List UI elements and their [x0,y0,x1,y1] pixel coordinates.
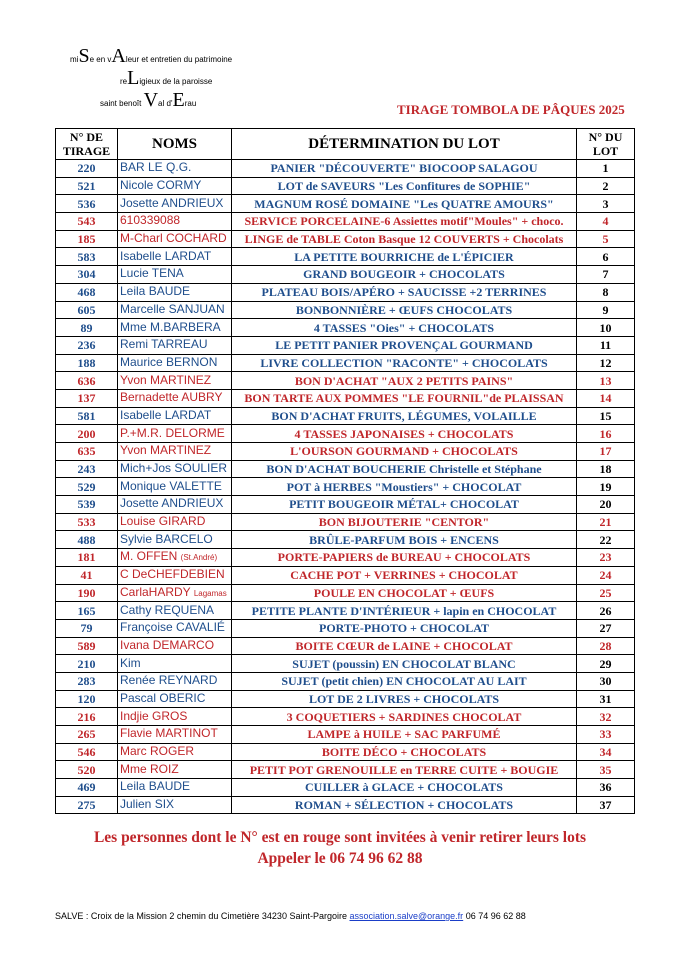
cell-determination: 3 COQUETIERS + SARDINES CHOCOLAT [232,708,577,726]
cell-lot: 2 [577,177,635,195]
nom-text: Ivana DEMARCO [120,637,215,652]
nom-text: BAR LE Q.G. [120,160,192,175]
page-title: TIRAGE TOMBOLA DE PÂQUES 2025 [397,102,625,117]
table-row [56,301,635,319]
cell-determination: BONBONNIÈRE + ŒUFS CHOCOLATS [232,301,577,319]
cell-nom [118,160,232,178]
logo-text: leur et entretien du patrimoine [125,55,233,64]
nom-text: 610339088 [120,213,181,228]
header-noms: NOMS [118,129,232,160]
table-row [56,443,635,461]
nom-text: Louise GIRARD [120,514,206,529]
logo-text: re [120,77,128,86]
cell-tirage: 546 [56,743,118,761]
cell-tirage: 79 [56,619,118,637]
nom-text: C DeCHEFDEBIEN [120,567,225,582]
cell-nom [118,177,232,195]
cell-determination: ROMAN + SÉLECTION + CHOCOLATS [232,796,577,814]
logo-line-1 [70,46,232,66]
table-row [56,761,635,779]
header-tirage: N° DE TIRAGE [56,129,118,160]
cell-lot: 32 [577,708,635,726]
cell-tirage: 216 [56,708,118,726]
cell-lot: 7 [577,266,635,284]
nom-text: Flavie MARTINOT [120,726,218,741]
nom-extra: Lagamas [193,588,227,598]
nom-text: M. OFFEN [120,549,178,564]
cell-nom [118,584,232,602]
cell-determination: GRAND BOUGEOIR + CHOCOLATS [232,266,577,284]
cell-tirage: 220 [56,160,118,178]
cell-nom [118,513,232,531]
nom-text: Kim [120,655,141,670]
cell-nom [118,460,232,478]
cell-nom [118,796,232,814]
nom-text: M-Charl COCHARD [120,231,227,246]
nom-text: Remi TARREAU [120,337,208,352]
cell-lot: 13 [577,372,635,390]
cell-nom [118,655,232,673]
cell-lot: 22 [577,531,635,549]
header-lot: N° DU LOT [577,129,635,160]
cell-nom [118,443,232,461]
cell-tirage: 529 [56,478,118,496]
table-row [56,513,635,531]
cell-lot: 27 [577,619,635,637]
cell-tirage: 165 [56,602,118,620]
cell-lot: 19 [577,478,635,496]
cell-lot: 9 [577,301,635,319]
table-row [56,195,635,213]
cell-determination: SERVICE PORCELAINE-6 Assiettes motif"Moules" + choco. [232,213,577,231]
cell-determination: BRÛLE-PARFUM BOIS + ENCENS [232,531,577,549]
table-row [56,372,635,390]
cell-lot: 24 [577,566,635,584]
cell-tirage: 488 [56,531,118,549]
cell-tirage: 533 [56,513,118,531]
cell-determination: BON TARTE AUX POMMES "LE FOURNIL"de PLAISSAN [232,389,577,407]
cell-tirage: 520 [56,761,118,779]
cell-nom [118,690,232,708]
logo-text: mi [70,55,79,64]
cell-nom [118,566,232,584]
cell-determination: BOITE CŒUR de LAINE + CHOCOLAT [232,637,577,655]
cell-tirage: 581 [56,407,118,425]
cell-nom [118,743,232,761]
cell-tirage: 210 [56,655,118,673]
cell-tirage: 120 [56,690,118,708]
cell-tirage: 469 [56,779,118,797]
table-row [56,407,635,425]
table-header-row [56,129,635,160]
cell-lot: 8 [577,283,635,301]
cell-lot: 28 [577,637,635,655]
logo-letter: V [143,89,159,111]
cell-lot: 33 [577,726,635,744]
cell-tirage: 41 [56,566,118,584]
cell-determination: LOT de SAVEURS "Les Confitures de SOPHIE" [232,177,577,195]
cell-tirage: 589 [56,637,118,655]
cell-nom [118,319,232,337]
cell-tirage: 137 [56,389,118,407]
nom-text: Marc ROGER [120,744,195,759]
logo-letter: S [78,45,90,67]
cell-determination: PORTE-PAPIERS de BUREAU + CHOCOLATS [232,549,577,567]
table-row [56,743,635,761]
cell-determination: LA PETITE BOURRICHE de L'ÉPICIER [232,248,577,266]
cell-determination: SUJET (petit chien) EN CHOCOLAT AU LAIT [232,672,577,690]
table-row [56,726,635,744]
cell-tirage: 304 [56,266,118,284]
cell-determination: LOT DE 2 LIVRES + CHOCOLATS [232,690,577,708]
cell-determination: 4 TASSES JAPONAISES + CHOCOLATS [232,425,577,443]
cell-lot: 12 [577,354,635,372]
nom-text: Sylvie BARCELO [120,531,213,546]
table-row [56,478,635,496]
footer [55,911,526,921]
nom-text: Josette ANDRIEUX [120,195,224,210]
cell-lot: 36 [577,779,635,797]
cell-nom [118,301,232,319]
table-row [56,230,635,248]
notice-red-numbers: Les personnes dont le N° est en rouge sont invitées à venir retirer leurs lots [93,829,587,846]
cell-lot: 26 [577,602,635,620]
nom-extra: (St.André) [180,553,218,563]
logo-letter: L [127,67,140,89]
cell-nom [118,389,232,407]
logo-line-3 [100,90,196,110]
cell-lot: 21 [577,513,635,531]
logo-letter: A [111,45,126,67]
notice-phone: Appeler le 06 74 96 62 88 [257,850,423,867]
cell-lot: 20 [577,496,635,514]
footer-phone: 06 74 96 62 88 [463,911,526,921]
cell-lot: 34 [577,743,635,761]
nom-text: Josette ANDRIEUX [120,496,224,511]
cell-tirage: 539 [56,496,118,514]
nom-text: P.+M.R. DELORME [120,425,225,440]
cell-determination: PLATEAU BOIS/APÉRO + SAUCISSE +2 TERRINES [232,283,577,301]
cell-determination: PETITE PLANTE D'INTÉRIEUR + lapin en CHOCOLAT [232,602,577,620]
cell-lot: 23 [577,549,635,567]
cell-nom [118,672,232,690]
cell-tirage: 635 [56,443,118,461]
cell-determination: PETIT BOUGEOIR MÉTAL+ CHOCOLAT [232,496,577,514]
cell-nom [118,266,232,284]
cell-lot: 30 [577,672,635,690]
cell-lot: 1 [577,160,635,178]
cell-tirage: 243 [56,460,118,478]
table-row [56,283,635,301]
table-row [56,319,635,337]
cell-tirage: 181 [56,549,118,567]
cell-nom [118,619,232,637]
cell-lot: 17 [577,443,635,461]
table-row [56,266,635,284]
cell-lot: 25 [577,584,635,602]
cell-tirage: 275 [56,796,118,814]
cell-determination: BOITE DÉCO + CHOCOLATS [232,743,577,761]
cell-determination: BON D'ACHAT FRUITS, LÉGUMES, VOLAILLE [232,407,577,425]
nom-text: Bernadette AUBRY [120,390,223,405]
cell-determination: BON D'ACHAT "AUX 2 PETITS PAINS" [232,372,577,390]
cell-lot: 14 [577,389,635,407]
cell-determination: PORTE-PHOTO + CHOCOLAT [232,619,577,637]
nom-text: Isabelle LARDAT [120,248,212,263]
table-row [56,354,635,372]
cell-lot: 3 [577,195,635,213]
cell-lot: 5 [577,230,635,248]
logo-text: igieux de la paroisse [139,77,213,86]
cell-nom [118,708,232,726]
cell-nom [118,283,232,301]
nom-text: Lucie TENA [120,266,184,281]
header-determination: DÉTERMINATION DU LOT [232,129,577,160]
cell-determination: PANIER "DÉCOUVERTE" BIOCOOP SALAGOU [232,160,577,178]
cell-nom [118,213,232,231]
table-row [56,637,635,655]
cell-tirage: 265 [56,726,118,744]
cell-nom [118,637,232,655]
table-row [56,425,635,443]
table-row [56,619,635,637]
table-row [56,566,635,584]
nom-text: Pascal OBERIC [120,690,206,705]
cell-determination: MAGNUM ROSÉ DOMAINE "Les QUATRE AMOURS" [232,195,577,213]
nom-text: CarlaHARDY [120,584,191,599]
table-row [56,602,635,620]
cell-tirage: 521 [56,177,118,195]
cell-determination: CACHE POT + VERRINES + CHOCOLAT [232,566,577,584]
table-row [56,690,635,708]
nom-text: Julien SIX [120,797,175,812]
nom-text: Maurice BERNON [120,354,218,369]
cell-tirage: 185 [56,230,118,248]
cell-nom [118,602,232,620]
cell-determination: POULE EN CHOCOLAT + ŒUFS [232,584,577,602]
table-row [56,213,635,231]
cell-determination: LAMPE à HUILE + SAC PARFUMÉ [232,726,577,744]
cell-lot: 31 [577,690,635,708]
cell-tirage: 605 [56,301,118,319]
cell-lot: 37 [577,796,635,814]
cell-lot: 29 [577,655,635,673]
cell-nom [118,336,232,354]
cell-tirage: 236 [56,336,118,354]
cell-tirage: 536 [56,195,118,213]
cell-tirage: 200 [56,425,118,443]
cell-nom [118,726,232,744]
table-row [56,177,635,195]
cell-lot: 18 [577,460,635,478]
cell-tirage: 283 [56,672,118,690]
nom-text: Cathy REQUENA [120,602,215,617]
nom-text: Marcelle SANJUAN [120,301,225,316]
cell-nom [118,779,232,797]
cell-nom [118,549,232,567]
cell-tirage: 190 [56,584,118,602]
cell-tirage: 636 [56,372,118,390]
table-row [56,389,635,407]
cell-determination: LIVRE COLLECTION "RACONTE" + CHOCOLATS [232,354,577,372]
table-row [56,796,635,814]
nom-text: Françoise CAVALIÉ [120,620,225,635]
logo-letter: E [172,89,185,111]
cell-lot: 15 [577,407,635,425]
table-row [56,248,635,266]
cell-tirage: 468 [56,283,118,301]
cell-tirage: 188 [56,354,118,372]
nom-text: Monique VALETTE [120,478,222,493]
table-row [56,655,635,673]
nom-text: Leila BAUDE [120,284,191,299]
logo-text: saint benoît [100,99,144,108]
cell-determination: BON BIJOUTERIE "CENTOR" [232,513,577,531]
cell-nom [118,230,232,248]
cell-nom [118,761,232,779]
cell-determination: SUJET (poussin) EN CHOCOLAT BLANC [232,655,577,673]
nom-text: Isabelle LARDAT [120,407,212,422]
nom-text: Renée REYNARD [120,673,218,688]
cell-lot: 10 [577,319,635,337]
cell-tirage: 543 [56,213,118,231]
nom-text: Yvon MARTINEZ [120,372,212,387]
footer-email-link[interactable]: association.salve@orange.fr [349,911,464,921]
cell-lot: 16 [577,425,635,443]
nom-text: Indjie GROS [120,708,188,723]
cell-nom [118,195,232,213]
cell-tirage: 583 [56,248,118,266]
nom-text: Leila BAUDE [120,779,191,794]
logo-text: rau [184,99,197,108]
cell-determination: CUILLER à GLACE + CHOCOLATS [232,779,577,797]
cell-determination: LINGE de TABLE Coton Basque 12 COUVERTS + Chocolats [232,230,577,248]
cell-nom [118,478,232,496]
table-body [56,160,635,814]
nom-text: Mme ROIZ [120,761,179,776]
nom-text: Yvon MARTINEZ [120,443,212,458]
cell-nom [118,407,232,425]
cell-nom [118,425,232,443]
cell-determination: POT à HERBES "Moustiers" + CHOCOLAT [232,478,577,496]
table-row [56,584,635,602]
cell-determination: L'OURSON GOURMAND + CHOCOLATS [232,443,577,461]
table-row [56,708,635,726]
logo-text: al d' [158,99,173,108]
cell-nom [118,354,232,372]
cell-determination: BON D'ACHAT BOUCHERIE Christelle et Stéphane [232,460,577,478]
table-row [56,460,635,478]
tombola-table [55,128,635,814]
table-row [56,779,635,797]
cell-determination: LE PETIT PANIER PROVENÇAL GOURMAND [232,336,577,354]
association-logo [70,42,290,114]
cell-nom [118,496,232,514]
cell-tirage: 89 [56,319,118,337]
cell-nom [118,248,232,266]
table-row [56,672,635,690]
footer-address: SALVE : Croix de la Mission 2 chemin du Cimetière 34230 Saint-Pargoire [55,911,350,921]
table-row [56,160,635,178]
cell-nom [118,531,232,549]
table-row [56,336,635,354]
table-row [56,549,635,567]
cell-determination: 4 TASSES "Oies" + CHOCOLATS [232,319,577,337]
nom-text: Mme M.BARBERA [120,319,221,334]
table-row [56,496,635,514]
cell-lot: 4 [577,213,635,231]
cell-lot: 35 [577,761,635,779]
cell-nom [118,372,232,390]
logo-text: e en v [89,55,112,64]
table-row [56,531,635,549]
cell-determination: PETIT POT GRENOUILLE en TERRE CUITE + BOUGIE [232,761,577,779]
cell-lot: 11 [577,336,635,354]
nom-text: Nicole CORMY [120,178,202,193]
logo-line-2 [120,68,212,88]
cell-lot: 6 [577,248,635,266]
nom-text: Mich+Jos SOULIER [120,461,228,476]
